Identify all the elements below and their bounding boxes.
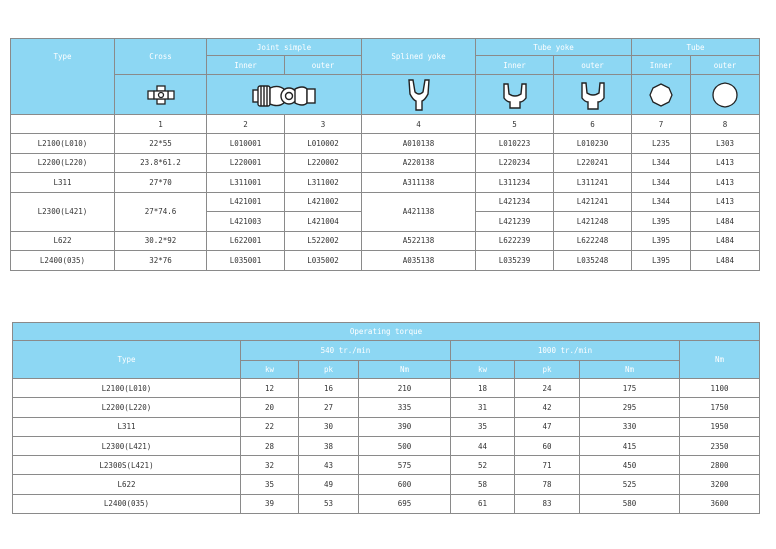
tube-yoke-outer-header: outer — [554, 56, 632, 75]
tube-inner-cell: L235 — [632, 134, 691, 154]
splined-yoke-icon — [406, 78, 432, 112]
col-number: 6 — [554, 115, 632, 134]
joint-inner-cell: L010001 — [207, 134, 285, 154]
nm-max-cell: 3600 — [680, 494, 760, 513]
kw-cell: 12 — [241, 379, 299, 398]
nm-max-cell: 3200 — [680, 475, 760, 494]
cross-icon — [145, 84, 177, 106]
pk-cell: 42 — [515, 398, 580, 417]
kw-cell: 20 — [241, 398, 299, 417]
nm-max-cell: 1100 — [680, 379, 760, 398]
kw-cell: 18 — [451, 379, 515, 398]
col-number: 5 — [476, 115, 554, 134]
nm-max-cell: 1750 — [680, 398, 760, 417]
operating-torque-table — [12, 322, 760, 514]
type-cell: L2400(035) — [11, 251, 115, 271]
tube-yoke-outer-icon — [579, 80, 607, 110]
type-cell: L622 — [13, 475, 241, 494]
table-row — [11, 134, 760, 154]
table-row — [11, 251, 760, 271]
col-number: 1 — [115, 115, 207, 134]
type-cell: L2300S(L421) — [13, 456, 241, 475]
splined-cell: A035138 — [362, 251, 476, 271]
pk-cell: 71 — [515, 456, 580, 475]
tube-yoke-inner-icon-cell — [476, 75, 554, 115]
joint-outer-cell: L522002 — [285, 231, 362, 251]
pk-cell: 78 — [515, 475, 580, 494]
tube-yoke-inner-header: Inner — [476, 56, 554, 75]
nm-cell: 335 — [359, 398, 451, 417]
speed-540-header: 540 tr./min — [241, 341, 451, 361]
speed-1000-header: 1000 tr./min — [451, 341, 680, 361]
tube-inner-icon — [648, 82, 674, 108]
tube-inner-cell: L344 — [632, 153, 691, 173]
col-number: 2 — [207, 115, 285, 134]
nm-cell: 575 — [359, 456, 451, 475]
tube-yoke-outer-cell: L220241 — [554, 153, 632, 173]
tube-yoke-inner-cell: L421234 — [476, 192, 554, 212]
kw-header: kw — [241, 361, 299, 379]
pk-cell: 60 — [515, 436, 580, 455]
joint-outer-cell: L421002 — [285, 192, 362, 212]
kw-header: kw — [451, 361, 515, 379]
nm-sub-header: Nm — [580, 361, 680, 379]
joint-simple-icon-cell — [207, 75, 362, 115]
tube-yoke-inner-icon — [501, 80, 529, 110]
components-table — [10, 38, 760, 271]
col-number-blank — [11, 115, 115, 134]
pk-cell: 27 — [299, 398, 359, 417]
col-number: 3 — [285, 115, 362, 134]
tube-outer-cell: L413 — [691, 153, 760, 173]
tube-header: Tube — [632, 39, 760, 56]
pk-cell: 30 — [299, 417, 359, 436]
nm-cell: 580 — [580, 494, 680, 513]
pk-cell: 83 — [515, 494, 580, 513]
tube-outer-cell: L413 — [691, 173, 760, 193]
type-cell: L2200(L220) — [13, 398, 241, 417]
pk-cell: 47 — [515, 417, 580, 436]
table-row — [13, 379, 760, 398]
joint-simple-header: Joint simple — [207, 39, 362, 56]
tube-yoke-outer-cell: L035248 — [554, 251, 632, 271]
joint-inner-cell: L421003 — [207, 212, 285, 232]
nm-cell: 525 — [580, 475, 680, 494]
tube-yoke-outer-cell: L010230 — [554, 134, 632, 154]
cross-cell: 22*55 — [115, 134, 207, 154]
kw-cell: 52 — [451, 456, 515, 475]
tube-inner-icon-cell — [632, 75, 691, 115]
splined-yoke-header: Splined yoke — [362, 39, 476, 75]
cross-cell: 30.2*92 — [115, 231, 207, 251]
type-cell: L2100(L010) — [11, 134, 115, 154]
tube-yoke-inner-cell: L010223 — [476, 134, 554, 154]
tube-yoke-inner-cell: L421239 — [476, 212, 554, 232]
table-row — [13, 494, 760, 513]
type-header: Type — [13, 341, 241, 379]
tube-yoke-outer-cell: L421241 — [554, 192, 632, 212]
joint-outer-cell: L311002 — [285, 173, 362, 193]
tube-outer-cell: L484 — [691, 231, 760, 251]
tube-inner-cell: L344 — [632, 173, 691, 193]
table-row — [13, 436, 760, 455]
col-number: 8 — [691, 115, 760, 134]
tube-inner-header: Inner — [632, 56, 691, 75]
nm-max-cell: 2350 — [680, 436, 760, 455]
kw-cell: 39 — [241, 494, 299, 513]
nm-cell: 390 — [359, 417, 451, 436]
pk-cell: 38 — [299, 436, 359, 455]
cross-cell: 27*74.6 — [115, 192, 207, 231]
tube-outer-cell: L484 — [691, 212, 760, 232]
tube-yoke-outer-cell: L311241 — [554, 173, 632, 193]
tube-yoke-inner-cell: L220234 — [476, 153, 554, 173]
joint-outer-cell: L421004 — [285, 212, 362, 232]
pk-cell: 43 — [299, 456, 359, 475]
splined-cell: A421138 — [362, 192, 476, 231]
splined-yoke-icon-cell — [362, 75, 476, 115]
type-cell: L2100(L010) — [13, 379, 241, 398]
nm-sub-header: Nm — [359, 361, 451, 379]
joint-simple-icon — [249, 80, 319, 110]
tube-yoke-inner-cell: L035239 — [476, 251, 554, 271]
nm-cell: 500 — [359, 436, 451, 455]
kw-cell: 28 — [241, 436, 299, 455]
kw-cell: 31 — [451, 398, 515, 417]
col-number: 4 — [362, 115, 476, 134]
type-header: Type — [11, 39, 115, 75]
tube-outer-cell: L484 — [691, 251, 760, 271]
pk-header: pk — [515, 361, 580, 379]
kw-cell: 61 — [451, 494, 515, 513]
nm-cell: 210 — [359, 379, 451, 398]
tube-yoke-inner-cell: L622239 — [476, 231, 554, 251]
tube-yoke-outer-cell: L622248 — [554, 231, 632, 251]
tube-yoke-outer-cell: L421248 — [554, 212, 632, 232]
kw-cell: 44 — [451, 436, 515, 455]
joint-inner-cell: L035001 — [207, 251, 285, 271]
nm-max-cell: 2800 — [680, 456, 760, 475]
cross-cell: 23.8*61.2 — [115, 153, 207, 173]
cross-cell: 32*76 — [115, 251, 207, 271]
pk-cell: 53 — [299, 494, 359, 513]
joint-inner-cell: L421001 — [207, 192, 285, 212]
tube-yoke-inner-cell: L311234 — [476, 173, 554, 193]
nm-cell: 695 — [359, 494, 451, 513]
type-cell: L2400(035) — [13, 494, 241, 513]
nm-cell: 175 — [580, 379, 680, 398]
tube-inner-cell: L395 — [632, 231, 691, 251]
joint-inner-header: Inner — [207, 56, 285, 75]
nm-cell: 415 — [580, 436, 680, 455]
table-row — [13, 417, 760, 436]
splined-cell: A311138 — [362, 173, 476, 193]
joint-outer-cell: L220002 — [285, 153, 362, 173]
pk-cell: 49 — [299, 475, 359, 494]
nm-cell: 600 — [359, 475, 451, 494]
type-header-fill — [11, 75, 115, 115]
kw-cell: 35 — [241, 475, 299, 494]
cross-cell: 27*70 — [115, 173, 207, 193]
type-cell: L2200(L220) — [11, 153, 115, 173]
type-cell: L2300(L421) — [11, 192, 115, 231]
type-cell: L622 — [11, 231, 115, 251]
tube-outer-icon — [711, 81, 739, 109]
table-row — [11, 173, 760, 193]
table-row — [11, 153, 760, 173]
joint-outer-cell: L010002 — [285, 134, 362, 154]
operating-torque-title: Operating torque — [13, 323, 760, 341]
table-row — [13, 398, 760, 417]
tube-outer-cell: L413 — [691, 192, 760, 212]
tube-yoke-header: Tube yoke — [476, 39, 632, 56]
kw-cell: 35 — [451, 417, 515, 436]
tube-inner-cell: L395 — [632, 212, 691, 232]
joint-inner-cell: L311001 — [207, 173, 285, 193]
splined-cell: A522138 — [362, 231, 476, 251]
cross-header: Cross — [115, 39, 207, 75]
type-cell: L311 — [13, 417, 241, 436]
nm-cell: 450 — [580, 456, 680, 475]
nm-max-cell: 1950 — [680, 417, 760, 436]
joint-outer-header: outer — [285, 56, 362, 75]
pk-cell: 24 — [515, 379, 580, 398]
joint-outer-cell: L035002 — [285, 251, 362, 271]
kw-cell: 32 — [241, 456, 299, 475]
pk-cell: 16 — [299, 379, 359, 398]
tube-outer-header: outer — [691, 56, 760, 75]
type-cell: L311 — [11, 173, 115, 193]
splined-cell: A220138 — [362, 153, 476, 173]
table-row — [13, 475, 760, 494]
tube-inner-cell: L395 — [632, 251, 691, 271]
kw-cell: 58 — [451, 475, 515, 494]
table-row — [11, 192, 760, 212]
type-cell: L2300(L421) — [13, 436, 241, 455]
nm-cell: 295 — [580, 398, 680, 417]
col-number: 7 — [632, 115, 691, 134]
nm-cell: 330 — [580, 417, 680, 436]
table-row — [13, 456, 760, 475]
table-row — [11, 231, 760, 251]
tube-outer-icon-cell — [691, 75, 760, 115]
tube-outer-cell: L303 — [691, 134, 760, 154]
tube-yoke-outer-icon-cell — [554, 75, 632, 115]
cross-icon-cell — [115, 75, 207, 115]
joint-inner-cell: L220001 — [207, 153, 285, 173]
kw-cell: 22 — [241, 417, 299, 436]
nm-header: Nm — [680, 341, 760, 379]
splined-cell: A010138 — [362, 134, 476, 154]
joint-inner-cell: L622001 — [207, 231, 285, 251]
tube-inner-cell: L344 — [632, 192, 691, 212]
pk-header: pk — [299, 361, 359, 379]
